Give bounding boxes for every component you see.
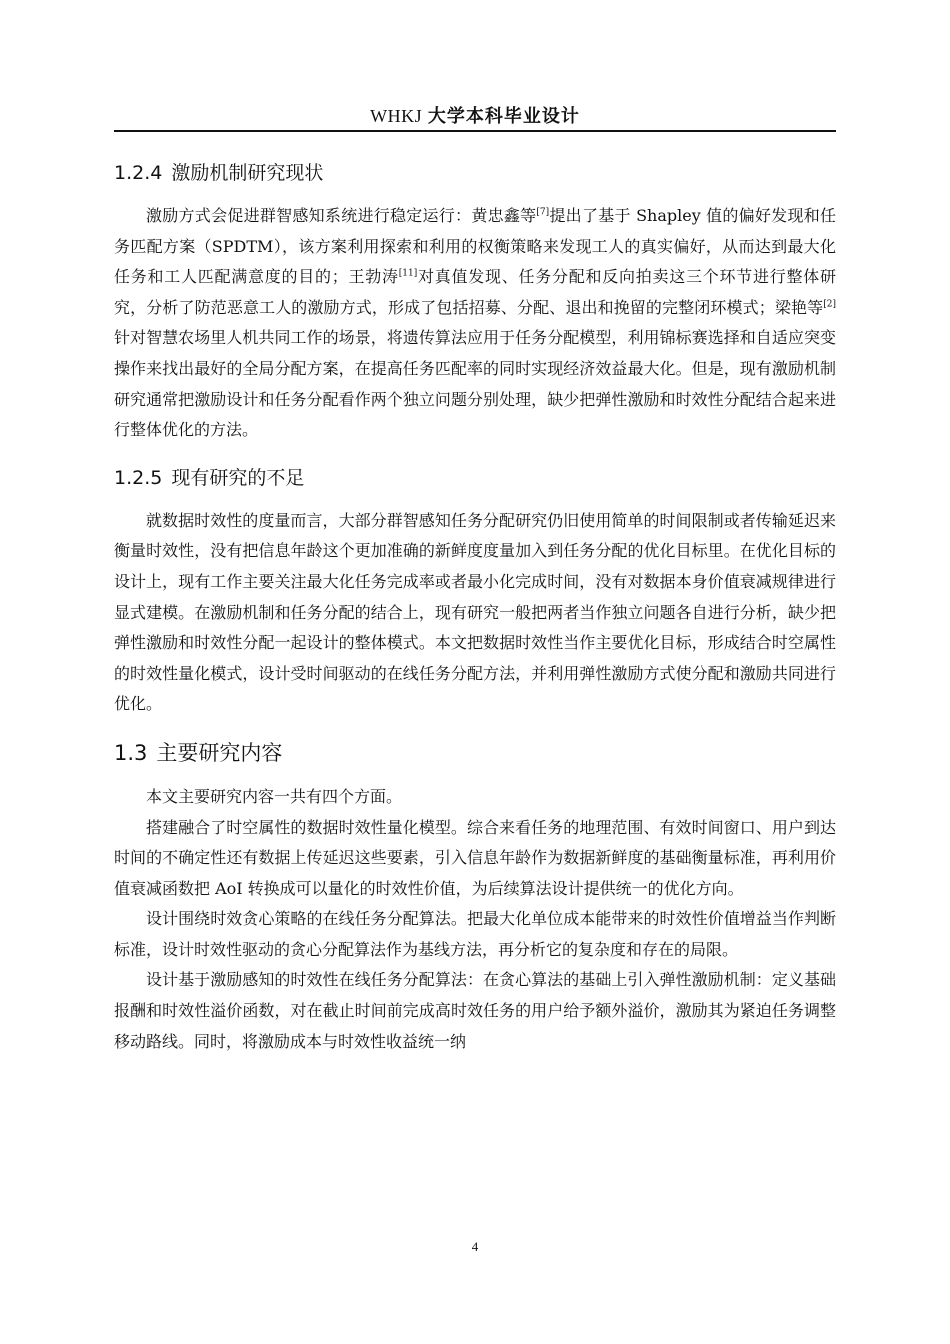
paragraph-content-2: 设计围绕时效贪心策略的在线任务分配算法。把最大化单位成本能带来的时效性价值增益当作判断标准，设计时效性驱动的贪心分配算法作为基线方法，再分析它的复杂度和存在的局限。: [114, 909, 836, 959]
paragraph-text: 针对智慧农场里人机共同工作的场景，将遗传算法应用于任务分配模型，利用锦标赛选择和自适应突变操作来找出最好的全局分配方案，在提高任务匹配率的同时实现经济效益最大化。但是，现有激励机制研究通常把激励设计和任务分配看作两个独立问题分别处理，缺少把弹性激励和时效性分配结合起来进行整体优化的方法。: [114, 328, 836, 440]
paragraph-text: 对真值发现、任务分配和反向拍卖这三个环节进行整体研究，分析了防范恶意工人的激励方式，形成了包括招募、分配、退出和挽留的完整闭环模式；梁艳等: [114, 267, 836, 317]
page-body: [114, 156, 836, 1057]
paragraph-overview: 本文主要研究内容一共有四个方面。: [146, 786, 403, 806]
header-institution-code: WHKJ: [370, 106, 423, 126]
paragraph-incentive-mechanisms: [114, 201, 836, 446]
paragraph-research-gaps: 就数据时效性的度量而言，大部分群智感知任务分配研究仍旧使用简单的时间限制或者传输延迟来衡量时效性，没有把信息年龄这个更加准确的新鲜度度量加入到任务分配的优化目标里。在优化目标的设计上，现有工作主要关注最大化任务完成率或者最小化完成时间，没有对数据本身价值衰减规律进行显式建模。在激励机制和任务分配的结合上，现有研究一般把两者当作独立问题各自进行分析，缺少把弹性激励和时效性分配一起设计的整体模式。本文把数据时效性当作主要优化目标，形成结合时空属性的时效性量化模式，设计受时间驱动的在线任务分配方法，并利用弹性激励方式使分配和激励共同进行优化。: [114, 510, 836, 714]
paragraph-content-3: 设计基于激励感知的时效性在线任务分配算法：在贪心算法的基础上引入弹性激励机制：定义基础报酬和时效性溢价函数，对在截止时间前完成高时效任务的用户给予额外溢价，激励其为紧迫任务调整移动路线。同时，将激励成本与时效性收益统一纳: [114, 970, 836, 1051]
section-number: 1.2.4: [114, 162, 163, 184]
section-heading-1-2-5: [114, 461, 836, 495]
section-number: 1.3: [114, 740, 148, 765]
citation-ref: [7]: [536, 207, 550, 218]
header-document-type: 大学本科毕业设计: [427, 106, 580, 127]
paragraph-text: 激励方式会促进群智感知系统进行稳定运行：黄忠鑫等: [146, 206, 537, 225]
section-number: 1.2.5: [114, 466, 163, 489]
header-divider: [114, 130, 836, 132]
page-number: 4: [471, 1239, 479, 1254]
paragraph-text: 提出了基于 Shapley 值的偏好发现和任务匹配方案（SPDTM），该方案利用探索和利用的权衡策略来发现工人的真实偏好，从而达到最大化任务和工人匹配满意度的目的；王勃涛: [114, 206, 836, 287]
section-heading-1-2-4: [114, 156, 836, 190]
citation-ref: [2]: [823, 299, 836, 310]
section-title: 现有研究的不足: [171, 466, 305, 489]
citation-ref: [11]: [398, 268, 418, 279]
section-title: 激励机制研究现状: [171, 162, 324, 184]
section-heading-1-3: [114, 735, 836, 771]
section-title: 主要研究内容: [156, 740, 283, 765]
running-header: [114, 104, 836, 129]
paragraph-content-1: 搭建融合了时空属性的数据时效性量化模型。综合来看任务的地理范围、有效时间窗口、用户到达时间的不确定性还有数据上传延迟这些要素，引入信息年龄作为数据新鲜度的基础衡量标准，再利用价值衰减函数把 AoI 转换成可以量化的时效性价值，为后续算法设计提供统一的优化方向。: [114, 817, 836, 898]
